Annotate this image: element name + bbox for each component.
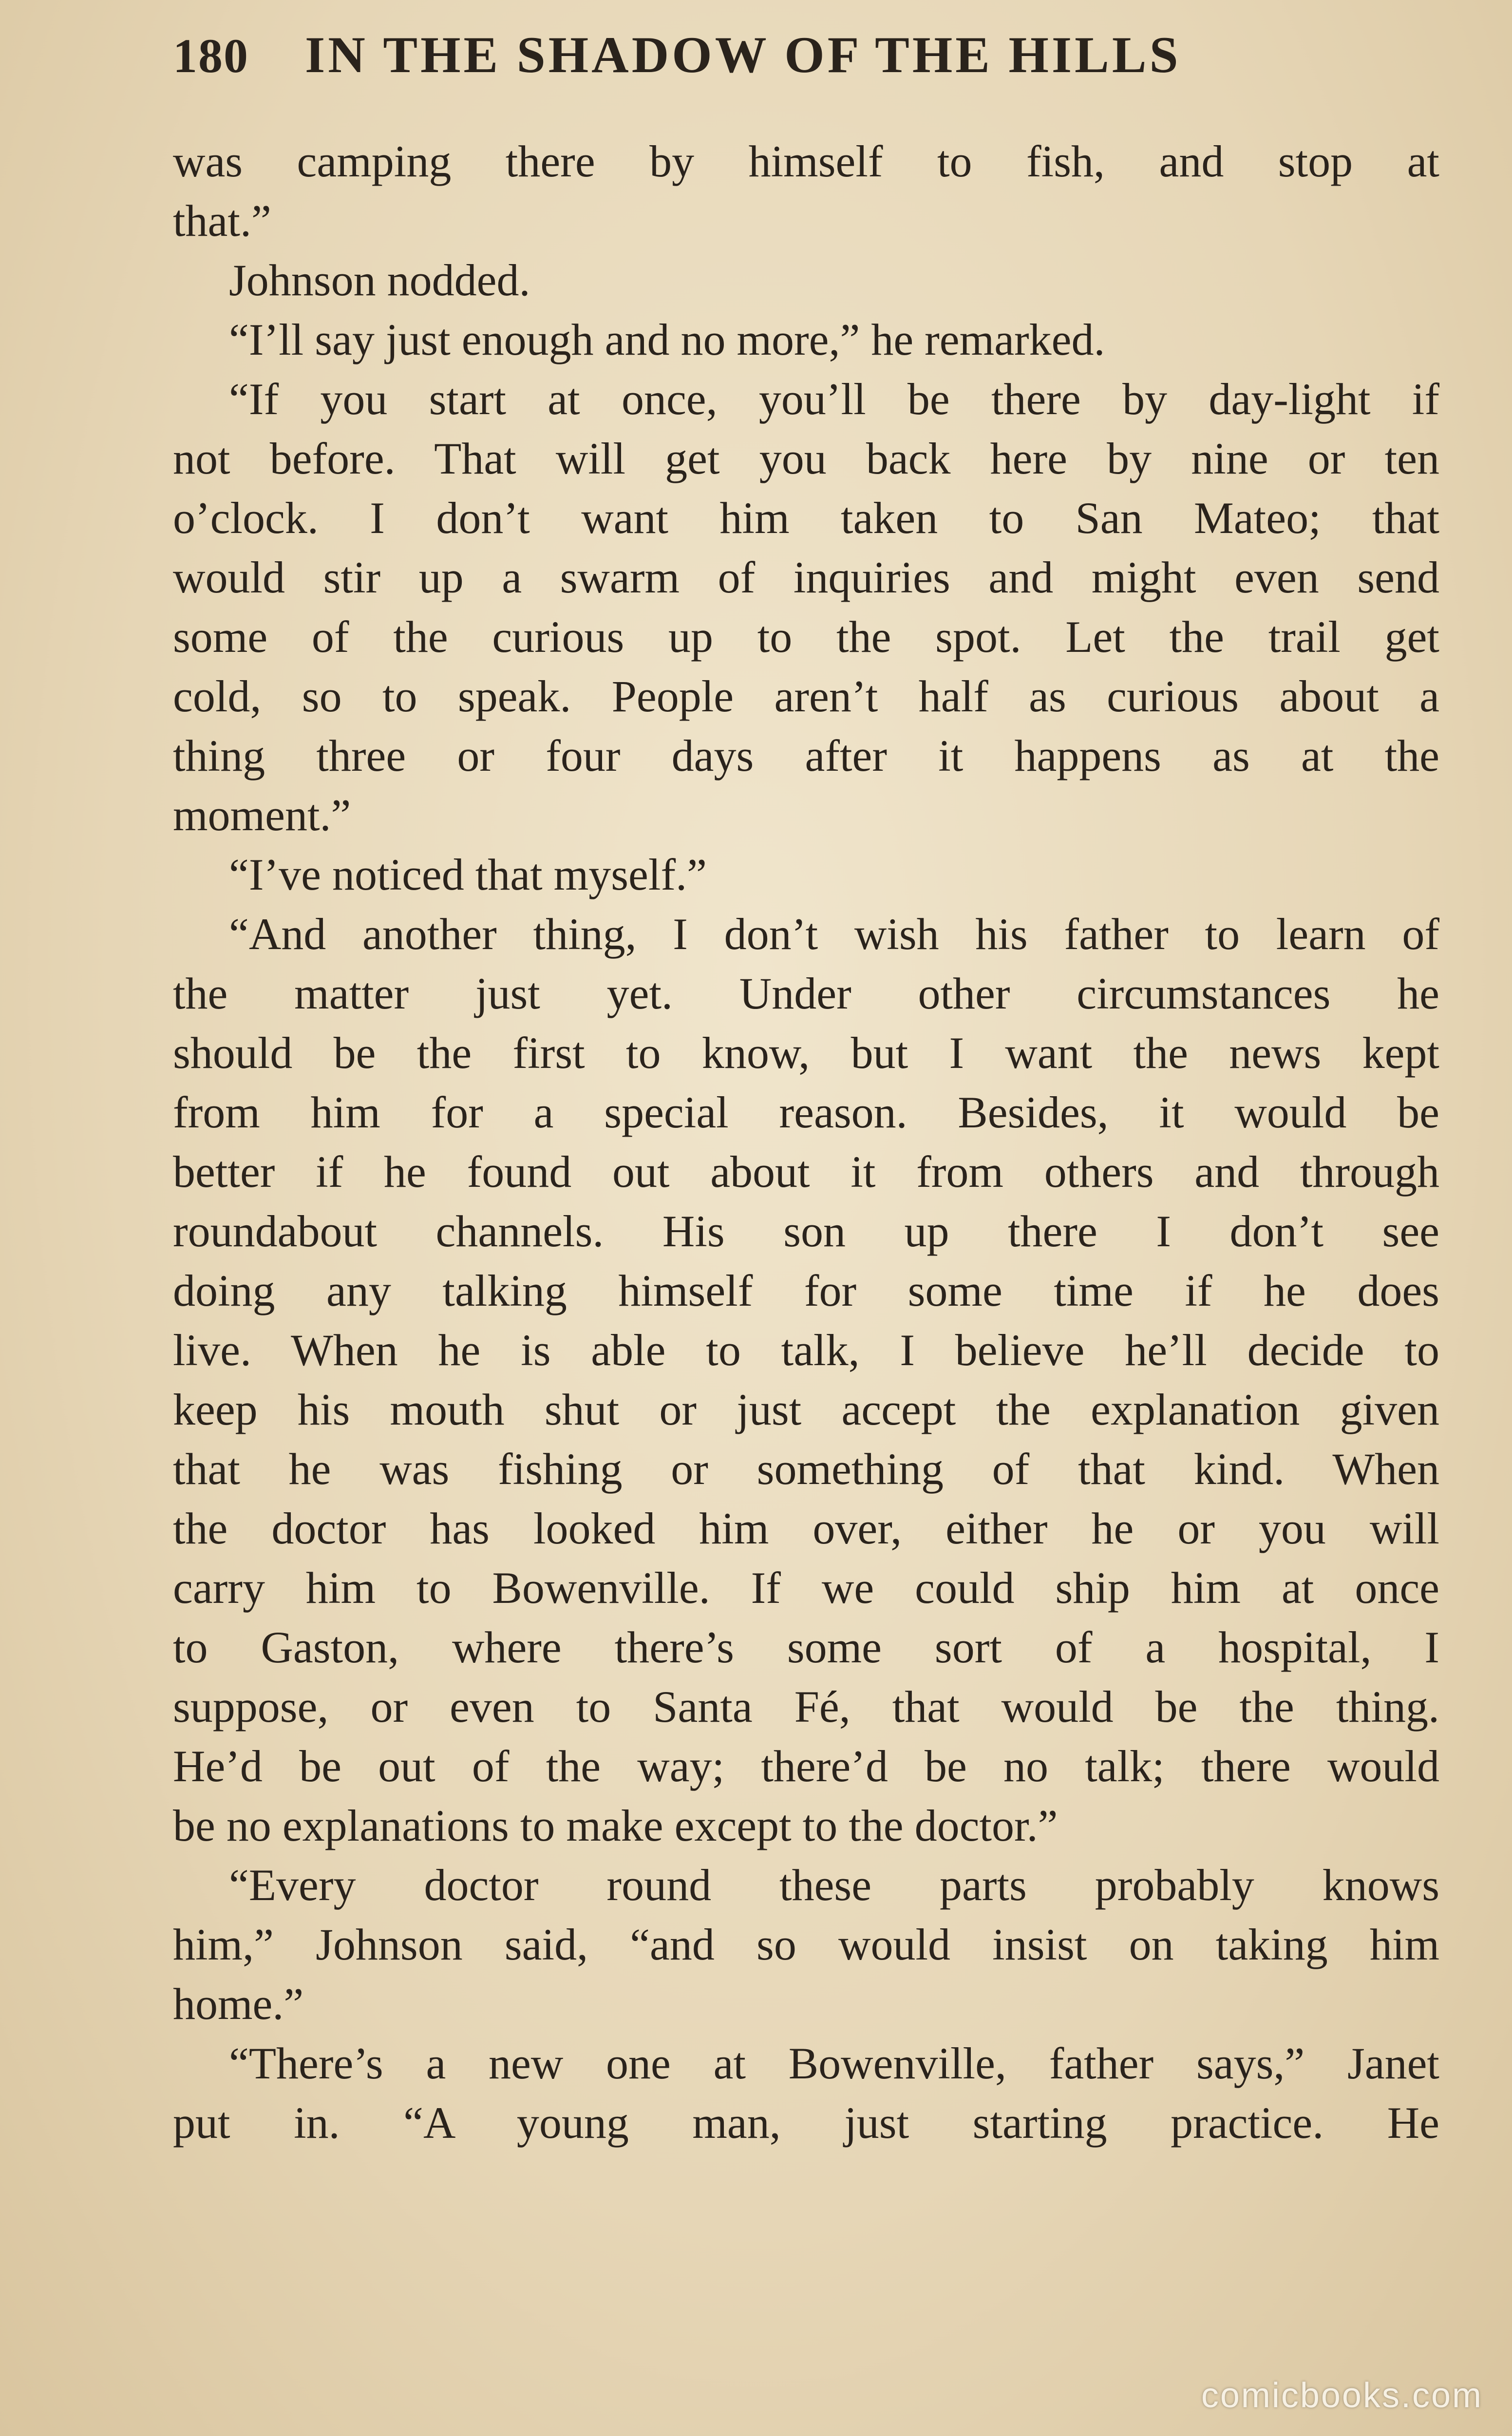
running-head: IN THE SHADOW OF THE HILLS: [305, 26, 1181, 83]
text-line: to Gaston, where there’s some sort of a hospital, I: [173, 1622, 1439, 1672]
page-number: 180: [173, 29, 249, 83]
text-line: was camping there by himself to fish, and stop at: [173, 136, 1439, 186]
text-line: carry him to Bowenville. If we could ship him at once: [173, 1563, 1439, 1613]
text-line: roundabout channels. His son up there I don’t see: [173, 1206, 1439, 1256]
text-line: suppose, or even to Santa Fé, that would be the thing.: [173, 1682, 1439, 1732]
watermark: comicbooks.com: [1201, 2376, 1483, 2415]
text-line: “Every doctor round these parts probably knows: [229, 1860, 1439, 1910]
text-line: o’clock. I don’t want him taken to San Mateo; that: [173, 493, 1439, 543]
text-line: home.”: [173, 1979, 304, 2029]
text-line: “And another thing, I don’t wish his father to learn of: [229, 909, 1439, 959]
text-line: cold, so to speak. People aren’t half as curious about a: [173, 671, 1439, 721]
body-text: [173, 132, 1439, 2152]
text-line: doing any talking himself for some time if he does: [173, 1266, 1439, 1315]
page-header: [173, 25, 1439, 89]
text-line: that he was fishing or something of that kind. When: [173, 1444, 1439, 1494]
text-line: “There’s a new one at Bowenville, father says,” Janet: [229, 2038, 1439, 2088]
text-line: “I’ve noticed that myself.”: [229, 850, 707, 899]
text-line: be no explanations to make except to the doctor.”: [173, 1801, 1058, 1850]
text-line: live. When he is able to talk, I believe he’ll decide to: [173, 1325, 1439, 1375]
text-line: thing three or four days after it happens as at the: [173, 731, 1439, 780]
text-line: not before. That will get you back here by nine or ten: [173, 434, 1439, 483]
text-line: the doctor has looked him over, either he or you will: [173, 1503, 1439, 1553]
text-line: keep his mouth shut or just accept the explanation given: [173, 1385, 1439, 1434]
text-line: the matter just yet. Under other circumstances he: [173, 969, 1439, 1018]
text-line: Johnson nodded.: [229, 255, 530, 305]
text-line: from him for a special reason. Besides, it would be: [173, 1087, 1439, 1137]
text-line: some of the curious up to the spot. Let the trail get: [173, 612, 1439, 662]
text-line: put in. “A young man, just starting practice. He: [173, 2098, 1439, 2148]
text-line: He’d be out of the way; there’d be no talk; there would: [173, 1741, 1439, 1791]
text-line: that.”: [173, 196, 271, 246]
text-line: should be the first to know, but I want the news kept: [173, 1028, 1439, 1078]
text-line: would stir up a swarm of inquiries and might even send: [173, 552, 1439, 602]
text-line: moment.”: [173, 790, 351, 840]
text-line: better if he found out about it from others and through: [173, 1147, 1439, 1197]
text-line: “I’ll say just enough and no more,” he remarked.: [229, 315, 1105, 364]
text-line: him,” Johnson said, “and so would insist on taking him: [173, 1920, 1439, 1969]
text-line: “If you start at once, you’ll be there by day-light if: [229, 374, 1439, 424]
